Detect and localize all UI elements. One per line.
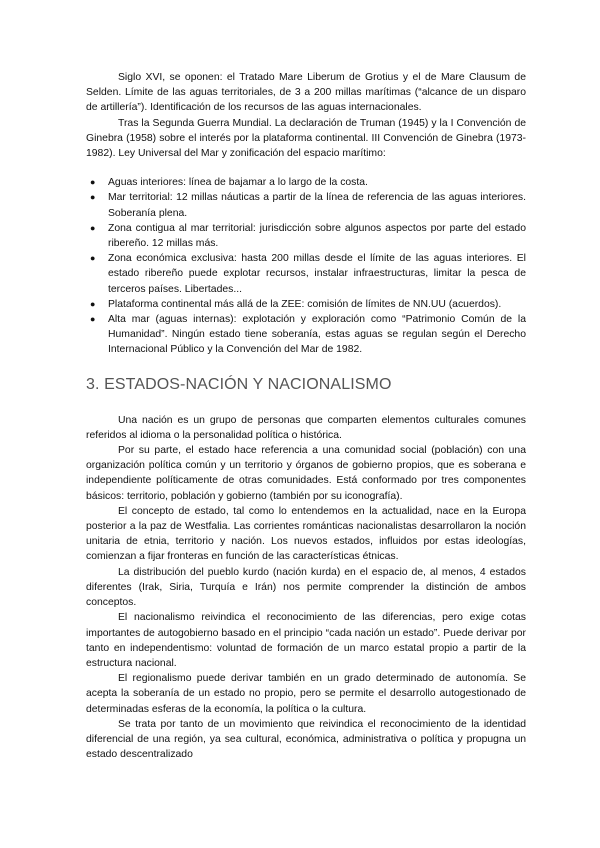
section-paragraph: La distribución del pueblo kurdo (nación kurda) en el espacio de, al menos, 4 estados diferentes (Irak, Siria, Turquía e Irán) nos permite comprender la distinción de ambos conceptos. bbox=[86, 566, 526, 609]
section-paragraph: El concepto de estado, tal como lo entendemos en la actualidad, nace en la Europa posterior a la paz de Westfalia. Las corrientes románticas nacionalistas desarrollaron la noción unitaria de etnia, territorio y nación. Los nuevos estados, influidos por estas ideologías, comienzan a fijar fronteras en función de las características étnicas. bbox=[86, 505, 526, 563]
bullet-icon: ● bbox=[90, 298, 96, 309]
document-body bbox=[86, 70, 526, 762]
list-item-text: Zona contigua al mar territorial: jurisdicción sobre algunos aspectos por parte del estado ribereño. 12 millas más. bbox=[108, 222, 526, 250]
section-paragraph: Se trata por tanto de un movimiento que reivindica el reconocimiento de la identidad diferencial de una región, ya sea cultural, económica, administrativa o política y propugna un estado descentralizado bbox=[86, 718, 526, 761]
list-item-text: Mar territorial: 12 millas náuticas a partir de la línea de referencia de las aguas interiores. Soberanía plena. bbox=[108, 192, 526, 219]
intro-paragraph: Siglo XVI, se oponen: el Tratado Mare Liberum de Grotius y el de Mare Clausum de Selden. Límite de las aguas territoriales, de 3 a 200 millas marítimas (“alcance de un disparo de artillería”). Identificación de los recursos de las aguas internacionales. bbox=[86, 72, 526, 114]
bullet-icon: ● bbox=[90, 192, 96, 203]
section-paragraph: Por su parte, el estado hace referencia a una comunidad social (población) con una organización política común y un territorio y órganos de gobierno propios, que es soberana e independiente políticamente de otras comunidades. Está conformado por tres componentes básicos: territorio, población y gobierno (también por su iconografía). bbox=[86, 445, 526, 502]
bullet-icon: ● bbox=[90, 222, 96, 233]
list-item bbox=[86, 221, 526, 251]
list-item bbox=[86, 312, 526, 358]
list-item bbox=[86, 175, 526, 190]
maritime-zones-list bbox=[86, 175, 526, 357]
list-item bbox=[86, 190, 526, 220]
intro-paragraph: Tras la Segunda Guerra Mundial. La declaración de Truman (1945) y la I Convención de Ginebra (1958) sobre el interés por la plataforma continental. III Convención de Ginebra (1973-1982). Ley Universal del Mar y zonificación del espacio marítimo: bbox=[86, 117, 526, 160]
section-paragraph: El nacionalismo reivindica el reconocimiento de las diferencias, pero exige cotas importantes de autogobierno basado en el principio “cada nación un estado”. Puede derivar por tanto en independentismo: voluntad de formación de un marco estatal propio a partir de la estructura nacional. bbox=[86, 612, 526, 669]
list-item bbox=[86, 297, 526, 312]
bullet-icon: ● bbox=[90, 177, 96, 188]
bullet-icon: ● bbox=[90, 314, 96, 325]
list-item-text: Zona económica exclusiva: hasta 200 millas desde el límite de las aguas interiores. El estado ribereño puede explotar recursos, instalar infraestructuras, limitar la pesca de terceros países. Libertades... bbox=[108, 253, 526, 295]
list-item-text: Plataforma continental más allá de la ZEE: comisión de límites de NN.UU (acuerdos). bbox=[108, 298, 502, 310]
bullet-icon: ● bbox=[90, 253, 96, 264]
list-item-text: Aguas interiores: línea de bajamar a lo largo de la costa. bbox=[108, 177, 368, 189]
section-paragraph: Una nación es un grupo de personas que comparten elementos culturales comunes referidos al idioma o la personalidad política o histórica. bbox=[86, 414, 526, 441]
list-item-text: Alta mar (aguas internas): explotación y exploración como “Patrimonio Común de la Humanidad”. Ningún estado tiene soberanía, estas aguas se regulan según el Derecho Internacional Público y la Convención del Mar de 1982. bbox=[108, 314, 526, 356]
section-heading: 3. ESTADOS-NACIÓN Y NACIONALISMO bbox=[86, 375, 392, 393]
section-paragraph: El regionalismo puede derivar también en un grado determinado de autonomía. Se acepta la soberanía de un estado no propio, pero se permite el desarrollo autogestionado de determinadas esferas de la economía, la política o la cultura. bbox=[86, 673, 526, 715]
list-item bbox=[86, 251, 526, 297]
